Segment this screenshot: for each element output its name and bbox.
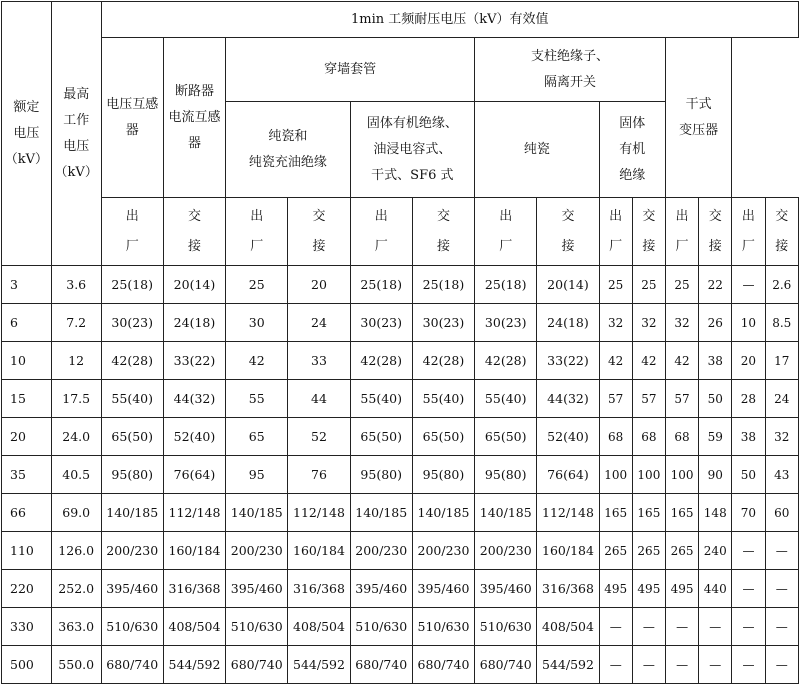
value-cell: 32 (599, 304, 632, 342)
value-cell: — (765, 646, 798, 684)
factory-header: 出 厂 (475, 198, 537, 266)
max-voltage-cell: 363.0 (51, 608, 101, 646)
max-voltage-cell: 550.0 (51, 646, 101, 684)
value-cell: 140/185 (350, 494, 412, 532)
value-cell: 70 (732, 494, 765, 532)
value-cell: — (599, 608, 632, 646)
value-cell: — (699, 646, 732, 684)
max-voltage-cell: 252.0 (51, 570, 101, 608)
value-cell: 50 (732, 456, 765, 494)
value-cell: 30(23) (350, 304, 412, 342)
value-cell: 25(18) (475, 266, 537, 304)
value-cell: 20(14) (163, 266, 225, 304)
table-row (2, 494, 799, 532)
value-cell: — (732, 532, 765, 570)
value-cell: 200/230 (350, 532, 412, 570)
value-cell: 25 (599, 266, 632, 304)
value-cell: 65(50) (412, 418, 474, 456)
value-cell: — (732, 608, 765, 646)
value-cell: 22 (699, 266, 732, 304)
value-cell: 165 (665, 494, 698, 532)
value-cell: 25 (632, 266, 665, 304)
value-cell: 55(40) (412, 380, 474, 418)
max-voltage-cell: 12 (51, 342, 101, 380)
factory-header: 出 厂 (732, 198, 765, 266)
value-cell: — (732, 646, 765, 684)
value-cell: 57 (632, 380, 665, 418)
max-voltage-cell: 69.0 (51, 494, 101, 532)
value-cell: 55(40) (475, 380, 537, 418)
value-cell: 20 (732, 342, 765, 380)
cb-ct-header: 断路器 电流互感器 (163, 38, 225, 198)
value-cell: 510/630 (350, 608, 412, 646)
value-cell: 25(18) (350, 266, 412, 304)
max-voltage-cell: 24.0 (51, 418, 101, 456)
value-cell: 32 (765, 418, 798, 456)
value-cell: 17 (765, 342, 798, 380)
value-cell: 2.6 (765, 266, 798, 304)
value-cell: 42 (599, 342, 632, 380)
rated-voltage-cell: 110 (2, 532, 52, 570)
table-row (2, 646, 799, 684)
value-cell: — (765, 570, 798, 608)
value-cell: 95(80) (350, 456, 412, 494)
handover-header: 交 接 (765, 198, 798, 266)
value-cell: 408/504 (537, 608, 599, 646)
value-cell: 25(18) (101, 266, 163, 304)
rated-voltage-header: 额定 电压 （kV） (2, 2, 52, 266)
value-cell: 44(32) (537, 380, 599, 418)
value-cell: 495 (632, 570, 665, 608)
value-cell: 316/368 (163, 570, 225, 608)
value-cell: 26 (699, 304, 732, 342)
handover-header: 交 接 (163, 198, 225, 266)
max-voltage-cell: 40.5 (51, 456, 101, 494)
value-cell: 95(80) (475, 456, 537, 494)
value-cell: 24 (288, 304, 350, 342)
value-cell: 25 (226, 266, 288, 304)
value-cell: 28 (732, 380, 765, 418)
vt-header: 电压互感器 (101, 38, 163, 198)
table-row (2, 342, 799, 380)
value-cell: 95(80) (412, 456, 474, 494)
value-cell: 165 (632, 494, 665, 532)
value-cell: 510/630 (101, 608, 163, 646)
value-cell: 68 (599, 418, 632, 456)
handover-header: 交 接 (288, 198, 350, 266)
value-cell: 395/460 (475, 570, 537, 608)
factory-header: 出 厂 (599, 198, 632, 266)
value-cell: 112/148 (537, 494, 599, 532)
rated-voltage-cell: 3 (2, 266, 52, 304)
handover-header: 交 接 (632, 198, 665, 266)
value-cell: 544/592 (163, 646, 225, 684)
rated-voltage-cell: 15 (2, 380, 52, 418)
value-cell: 165 (599, 494, 632, 532)
table-row (2, 380, 799, 418)
value-cell: 100 (599, 456, 632, 494)
factory-header: 出 厂 (665, 198, 698, 266)
value-cell: 65(50) (350, 418, 412, 456)
value-cell: — (665, 646, 698, 684)
value-cell: — (732, 570, 765, 608)
max-voltage-header: 最高 工作 电压 （kV） (51, 2, 101, 266)
insulator-header: 支柱绝缘子、 隔离开关 (475, 38, 666, 102)
value-cell: 42 (226, 342, 288, 380)
value-cell: — (732, 266, 765, 304)
value-cell: 38 (699, 342, 732, 380)
value-cell: 160/184 (163, 532, 225, 570)
value-cell: 160/184 (537, 532, 599, 570)
value-cell: 55(40) (350, 380, 412, 418)
withstand-voltage-table (1, 1, 799, 684)
table-body (2, 266, 799, 684)
value-cell: 100 (632, 456, 665, 494)
value-cell: 30(23) (412, 304, 474, 342)
handover-header: 交 接 (537, 198, 599, 266)
value-cell: — (632, 608, 665, 646)
value-cell: 50 (699, 380, 732, 418)
value-cell: 8.5 (765, 304, 798, 342)
rated-voltage-cell: 6 (2, 304, 52, 342)
value-cell: 95 (226, 456, 288, 494)
value-cell: 200/230 (101, 532, 163, 570)
value-cell: 24 (765, 380, 798, 418)
bushing-header: 穿墙套管 (226, 38, 475, 102)
value-cell: 140/185 (226, 494, 288, 532)
value-cell: 24(18) (537, 304, 599, 342)
value-cell: 395/460 (101, 570, 163, 608)
factory-header: 出 厂 (350, 198, 412, 266)
rated-voltage-cell: 35 (2, 456, 52, 494)
rated-voltage-cell: 330 (2, 608, 52, 646)
handover-header: 交 接 (699, 198, 732, 266)
value-cell: 42(28) (101, 342, 163, 380)
value-cell: 140/185 (475, 494, 537, 532)
value-cell: 25 (665, 266, 698, 304)
rated-voltage-cell: 500 (2, 646, 52, 684)
value-cell: 44 (288, 380, 350, 418)
value-cell: 24(18) (163, 304, 225, 342)
value-cell: 240 (699, 532, 732, 570)
value-cell: 55 (226, 380, 288, 418)
value-cell: 200/230 (475, 532, 537, 570)
value-cell: — (599, 646, 632, 684)
value-cell: 59 (699, 418, 732, 456)
value-cell: 265 (665, 532, 698, 570)
value-cell: 95(80) (101, 456, 163, 494)
value-cell: 680/740 (350, 646, 412, 684)
table-row (2, 456, 799, 494)
value-cell: — (765, 608, 798, 646)
value-cell: 265 (632, 532, 665, 570)
table-row (2, 418, 799, 456)
value-cell: 160/184 (288, 532, 350, 570)
value-cell: — (632, 646, 665, 684)
value-cell: 32 (665, 304, 698, 342)
value-cell: 30(23) (101, 304, 163, 342)
value-cell: 65(50) (475, 418, 537, 456)
value-cell: 265 (599, 532, 632, 570)
value-cell: 544/592 (537, 646, 599, 684)
value-cell: 52 (288, 418, 350, 456)
value-cell: 68 (632, 418, 665, 456)
value-cell: 200/230 (226, 532, 288, 570)
value-cell: 65(50) (101, 418, 163, 456)
value-cell: — (699, 608, 732, 646)
value-cell: 395/460 (412, 570, 474, 608)
value-cell: 60 (765, 494, 798, 532)
value-cell: 395/460 (226, 570, 288, 608)
value-cell: 510/630 (475, 608, 537, 646)
value-cell: 20(14) (537, 266, 599, 304)
table-row (2, 532, 799, 570)
value-cell: 33(22) (537, 342, 599, 380)
value-cell: 38 (732, 418, 765, 456)
dry-transformer-header: 干式 变压器 (665, 38, 731, 198)
pure-porcelain-header: 纯瓷 (475, 102, 600, 198)
max-voltage-cell: 17.5 (51, 380, 101, 418)
value-cell: 680/740 (101, 646, 163, 684)
value-cell: 395/460 (350, 570, 412, 608)
value-cell: — (765, 532, 798, 570)
value-cell: 112/148 (288, 494, 350, 532)
value-cell: 200/230 (412, 532, 474, 570)
value-cell: 25(18) (412, 266, 474, 304)
rated-voltage-cell: 66 (2, 494, 52, 532)
rated-voltage-cell: 10 (2, 342, 52, 380)
solid-organic-short-header: 固体 有机 绝缘 (599, 102, 665, 198)
value-cell: 680/740 (475, 646, 537, 684)
rated-voltage-cell: 220 (2, 570, 52, 608)
main-header: 1min 工频耐压电压（kV）有效值 (101, 2, 798, 38)
value-cell: 30(23) (475, 304, 537, 342)
value-cell: 57 (665, 380, 698, 418)
value-cell: 148 (699, 494, 732, 532)
value-cell: 68 (665, 418, 698, 456)
table-row (2, 570, 799, 608)
value-cell: 20 (288, 266, 350, 304)
value-cell: 42 (632, 342, 665, 380)
value-cell: 510/630 (226, 608, 288, 646)
value-cell: 316/368 (288, 570, 350, 608)
value-cell: 408/504 (163, 608, 225, 646)
value-cell: 100 (665, 456, 698, 494)
value-cell: 680/740 (412, 646, 474, 684)
max-voltage-cell: 126.0 (51, 532, 101, 570)
value-cell: 30 (226, 304, 288, 342)
porcelain-oil-header: 纯瓷和 纯瓷充油绝缘 (226, 102, 351, 198)
value-cell: 42(28) (412, 342, 474, 380)
value-cell: 316/368 (537, 570, 599, 608)
value-cell: 55(40) (101, 380, 163, 418)
value-cell: 76(64) (537, 456, 599, 494)
max-voltage-cell: 3.6 (51, 266, 101, 304)
value-cell: 52(40) (537, 418, 599, 456)
value-cell: 42 (665, 342, 698, 380)
table-row (2, 608, 799, 646)
value-cell: 10 (732, 304, 765, 342)
value-cell: 510/630 (412, 608, 474, 646)
value-cell: 32 (632, 304, 665, 342)
value-cell: 44(32) (163, 380, 225, 418)
table-header (2, 2, 799, 266)
factory-header: 出 厂 (226, 198, 288, 266)
value-cell: — (665, 608, 698, 646)
solid-organic-header: 固体有机绝缘、 油浸电容式、 干式、SF6 式 (350, 102, 475, 198)
value-cell: 112/148 (163, 494, 225, 532)
rated-voltage-cell: 20 (2, 418, 52, 456)
value-cell: 33 (288, 342, 350, 380)
value-cell: 33(22) (163, 342, 225, 380)
value-cell: 42(28) (350, 342, 412, 380)
value-cell: 57 (599, 380, 632, 418)
value-cell: 408/504 (288, 608, 350, 646)
value-cell: 43 (765, 456, 798, 494)
table-row (2, 266, 799, 304)
value-cell: 76 (288, 456, 350, 494)
table-row (2, 304, 799, 342)
max-voltage-cell: 7.2 (51, 304, 101, 342)
value-cell: 52(40) (163, 418, 225, 456)
value-cell: 76(64) (163, 456, 225, 494)
value-cell: 544/592 (288, 646, 350, 684)
value-cell: 495 (599, 570, 632, 608)
value-cell: 42(28) (475, 342, 537, 380)
value-cell: 140/185 (101, 494, 163, 532)
value-cell: 140/185 (412, 494, 474, 532)
factory-header: 出 厂 (101, 198, 163, 266)
value-cell: 65 (226, 418, 288, 456)
value-cell: 680/740 (226, 646, 288, 684)
value-cell: 90 (699, 456, 732, 494)
value-cell: 440 (699, 570, 732, 608)
value-cell: 495 (665, 570, 698, 608)
handover-header: 交 接 (412, 198, 474, 266)
